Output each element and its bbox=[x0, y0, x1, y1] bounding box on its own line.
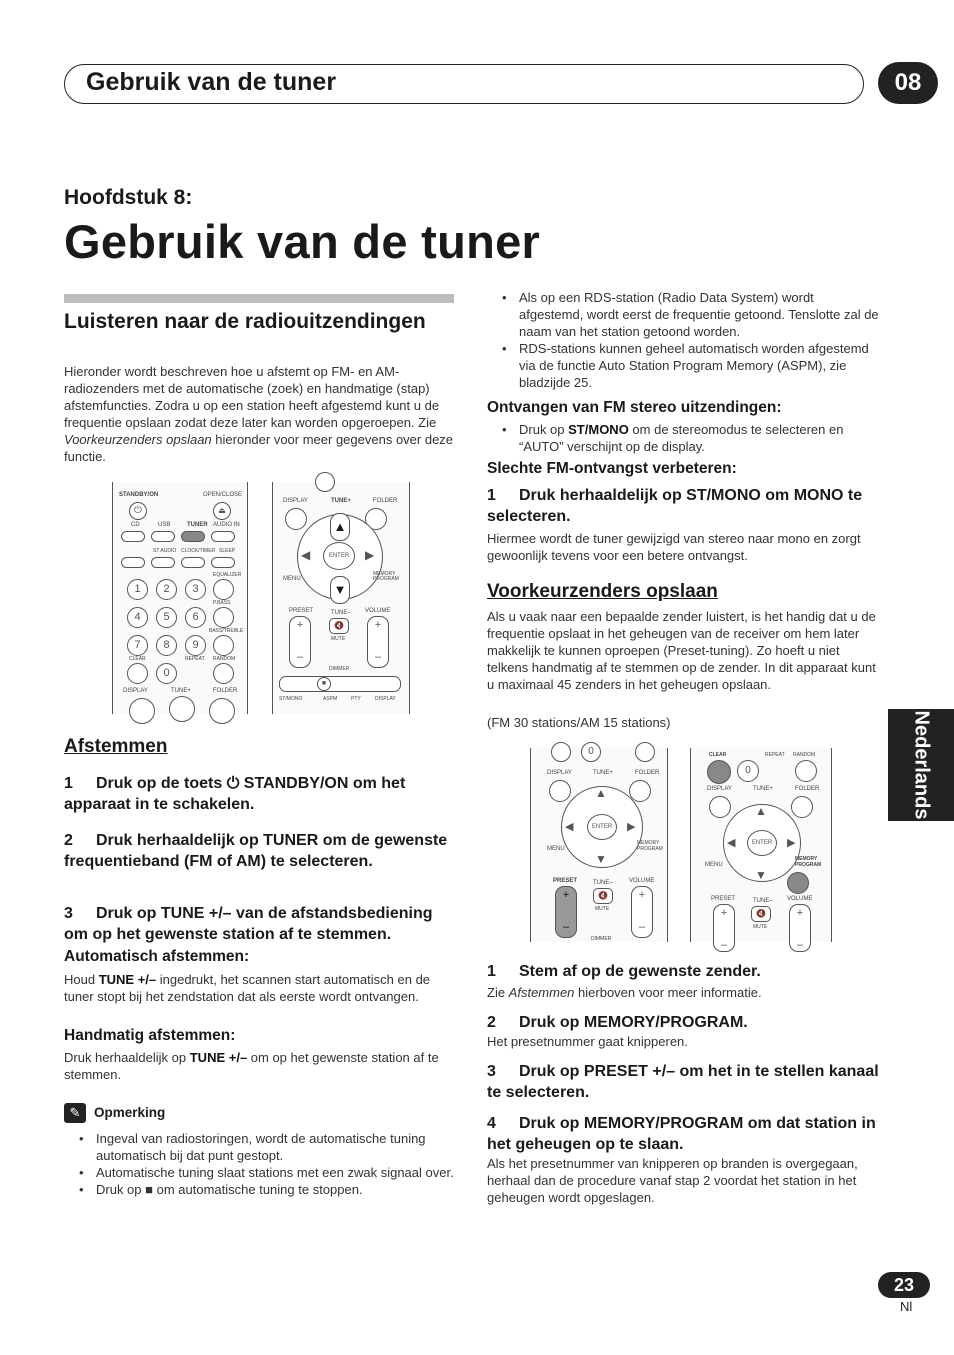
usb-button bbox=[151, 531, 175, 542]
remote-button bbox=[709, 796, 731, 818]
left-arrow-icon: ◀ bbox=[727, 837, 736, 849]
language-tab-label: Nederlands bbox=[910, 710, 933, 820]
section-bar bbox=[64, 294, 454, 303]
remote-illustration-left-b bbox=[272, 482, 410, 714]
chapter-number-badge: 08 bbox=[878, 62, 938, 104]
preset-step-1-text bbox=[487, 984, 879, 1001]
pencil-icon: ✎ bbox=[64, 1103, 86, 1123]
remote-label: MEMORY PROGRAM bbox=[637, 840, 663, 852]
remote-illustration-right-b bbox=[690, 748, 832, 951]
step-text: Druk herhaaldelijk op ST/MONO om MONO te selecteren. bbox=[487, 487, 863, 525]
right-arrow-icon: ▶ bbox=[787, 837, 796, 849]
remote-button bbox=[151, 557, 175, 568]
remote-label: MENU bbox=[705, 862, 723, 868]
volume-rocker: + – bbox=[631, 886, 653, 938]
remote-label: CLEAR bbox=[709, 752, 727, 758]
transport-bar bbox=[279, 676, 401, 692]
remote-label: MUTE bbox=[753, 924, 768, 930]
step-text: Druk op PRESET +/– om het in te stellen kanaal te selecteren. bbox=[487, 1063, 879, 1101]
remote-button bbox=[213, 663, 234, 684]
remote-label: DISPLAY bbox=[707, 786, 732, 792]
remote-illustration-right-a bbox=[530, 748, 668, 942]
step-text: Stem af op de gewenste zender. bbox=[519, 963, 761, 980]
fm-stereo-heading: Ontvangen van FM stereo uitzendingen: bbox=[487, 399, 782, 416]
preset-step-2-text: Het presetnummer gaat knipperen. bbox=[487, 1034, 688, 1049]
remote-label: PRESET bbox=[553, 878, 578, 884]
remote-label: FOLDER bbox=[635, 770, 660, 776]
tuner-button bbox=[181, 531, 205, 542]
remote-button bbox=[169, 696, 195, 722]
digit-button: 6 bbox=[185, 607, 206, 628]
remote-label: VOLUME bbox=[629, 878, 655, 884]
step-number: 2 bbox=[487, 1014, 496, 1031]
remote-label: MENU bbox=[547, 846, 565, 852]
tune-up-arrow-icon: ▲ bbox=[330, 513, 350, 541]
step-number: 2 bbox=[64, 832, 73, 849]
intro-text-a: Hieronder wordt beschreven hoe u afstemt op FM- en AM-radiozenders met de automatische (zoek) en handmatige (stap) afstemfuncties. Zodra u op een station heeft afgestemd kunt u de frequentie opslaan zodat deze later kan worden opgeroepen. Zie bbox=[64, 364, 440, 430]
improve-step bbox=[487, 485, 879, 527]
remote-label: CD bbox=[131, 522, 140, 528]
enter-button: ENTER bbox=[323, 542, 355, 570]
step-number: 4 bbox=[487, 1115, 496, 1132]
step-3 bbox=[64, 903, 456, 945]
enter-button: ENTER bbox=[587, 814, 617, 840]
remote-label: PTY bbox=[351, 696, 361, 702]
remote-label: RANDOM bbox=[213, 656, 236, 662]
digit-button: 0 bbox=[581, 742, 601, 762]
remote-label: TUNER bbox=[187, 522, 208, 528]
remote-button bbox=[129, 698, 155, 724]
digit-button: 1 bbox=[127, 579, 148, 600]
remote-button bbox=[127, 663, 148, 684]
text: Houd bbox=[64, 972, 99, 987]
remote-button bbox=[211, 557, 235, 568]
mute-icon: 🔇 bbox=[593, 888, 613, 904]
key-name: TUNE +/– bbox=[98, 972, 157, 987]
digit-button: 7 bbox=[127, 635, 148, 656]
step-text: STANDBY/ON om het apparaat in te schakelen. bbox=[64, 775, 406, 813]
step-number: 1 bbox=[487, 963, 496, 980]
remote-button bbox=[209, 698, 235, 724]
down-arrow-icon: ▼ bbox=[755, 868, 767, 882]
step-text: Druk op de toets bbox=[96, 775, 227, 792]
language-side-tab bbox=[888, 709, 954, 821]
remote-label: CLOCK/TIMER bbox=[181, 548, 216, 554]
digit-button: 5 bbox=[156, 607, 177, 628]
list-item bbox=[487, 421, 879, 455]
fm-improve-heading: Slechte FM-ontvangst verbeteren: bbox=[487, 460, 737, 477]
step-1 bbox=[64, 773, 456, 815]
remote-label: TUNE+ bbox=[171, 688, 191, 694]
list-item: • Automatische tuning slaat stations met een zwak signaal over. bbox=[64, 1164, 456, 1181]
remote-label: VOLUME bbox=[365, 608, 391, 614]
remote-label: USB bbox=[158, 522, 171, 528]
link-text: Afstemmen bbox=[508, 985, 575, 1000]
remote-label: RANDOM bbox=[793, 752, 816, 758]
auto-tuning-text bbox=[64, 971, 456, 1005]
text: Druk op bbox=[519, 422, 569, 437]
list-item bbox=[64, 1181, 456, 1198]
left-arrow-icon: ◀ bbox=[301, 548, 311, 562]
remote-label: TUNE– bbox=[753, 898, 773, 904]
remote-label: MEMORY PROGRAM bbox=[373, 571, 399, 582]
step-number: 1 bbox=[64, 775, 73, 792]
rds-bullets bbox=[487, 289, 879, 391]
power-icon: ⏻ bbox=[129, 502, 147, 520]
digit-button: 9 bbox=[185, 635, 206, 656]
remote-label: TUNE+ bbox=[753, 786, 773, 792]
remote-label: DIMMER bbox=[591, 936, 612, 942]
remote-label: CLEAR bbox=[129, 656, 146, 662]
list-item: • Als op een RDS-station (Radio Data System) wordt afgestemd, wordt eerst de frequentie getoond. Tenslotte zal de naam van het station getoond worden. bbox=[487, 289, 879, 340]
remote-button bbox=[285, 508, 307, 530]
step-number: 3 bbox=[487, 1063, 496, 1080]
volume-rocker: + – bbox=[367, 616, 389, 668]
remote-label: ASPM bbox=[323, 696, 338, 702]
text: Druk herhaaldelijk op bbox=[64, 1050, 190, 1065]
step-text: Druk op MEMORY/PROGRAM. bbox=[519, 1014, 748, 1031]
remote-label: BASS/TREBLE bbox=[209, 628, 244, 634]
step-number: 3 bbox=[64, 905, 73, 922]
power-icon: ⏻ bbox=[226, 775, 240, 792]
remote-label: MENU bbox=[283, 576, 301, 582]
preset-capacity: (FM 30 stations/AM 15 stations) bbox=[487, 715, 671, 730]
digit-button: 3 bbox=[185, 579, 206, 600]
remote-label: TUNE+ bbox=[331, 498, 351, 504]
afstemmen-heading: Afstemmen bbox=[64, 736, 168, 757]
text: hierboven voor meer informatie. bbox=[574, 985, 762, 1000]
remote-button bbox=[121, 557, 145, 568]
remote-button bbox=[315, 472, 335, 492]
mute-icon: 🔇 bbox=[329, 618, 349, 634]
remote-label: EQUALIZER bbox=[213, 572, 242, 578]
right-arrow-icon: ▶ bbox=[365, 548, 375, 562]
remote-label: REPEAT bbox=[765, 752, 785, 758]
remote-label: DISPLAY bbox=[547, 770, 572, 776]
remote-button bbox=[213, 579, 234, 600]
remote-label: MEMORY PROGRAM bbox=[795, 856, 822, 868]
digit-button: 2 bbox=[156, 579, 177, 600]
enter-button: ENTER bbox=[747, 830, 777, 856]
digit-button: 0 bbox=[156, 663, 177, 684]
up-arrow-icon: ▲ bbox=[595, 786, 607, 800]
mute-icon: 🔇 bbox=[751, 906, 771, 922]
note-list bbox=[64, 1130, 456, 1198]
remote-label: DISPLAY bbox=[375, 696, 396, 702]
text: om automatische tuning te stoppen. bbox=[153, 1182, 363, 1197]
header-title: Gebruik van de tuner bbox=[86, 68, 337, 96]
up-arrow-icon: ▲ bbox=[755, 804, 767, 818]
stop-icon: ■ bbox=[145, 1182, 153, 1197]
preset-step-1 bbox=[487, 961, 879, 982]
preset-step-2 bbox=[487, 1012, 879, 1033]
remote-label: REPEAT bbox=[185, 656, 205, 662]
remote-label: VOLUME bbox=[787, 896, 813, 902]
step-number: 1 bbox=[487, 487, 496, 504]
eject-icon: ⏏ bbox=[213, 502, 231, 520]
improve-text: Hiermee wordt de tuner gewijzigd van stereo naar mono en zorgt gewoonlijk tevens voor een betere ontvangst. bbox=[487, 531, 861, 563]
preset-heading: Voorkeurzenders opslaan bbox=[487, 581, 718, 602]
step-text: Druk herhaaldelijk op TUNER om de gewenste frequentieband (FM of AM) te selecteren. bbox=[64, 832, 448, 870]
manual-tuning-heading: Handmatig afstemmen: bbox=[64, 1027, 236, 1044]
note-title: Opmerking bbox=[94, 1105, 166, 1120]
preset-rocker: + – bbox=[713, 904, 735, 952]
remote-button bbox=[213, 607, 234, 628]
preset-rocker: + – bbox=[289, 616, 311, 668]
remote-label: MUTE bbox=[595, 906, 610, 912]
stop-icon: ■ bbox=[317, 677, 331, 691]
remote-label: PRESET bbox=[711, 896, 736, 902]
step-text: Druk op TUNE +/– van de afstandsbediening om op het gewenste station af te stemmen. bbox=[64, 905, 433, 943]
key-name: TUNE +/– bbox=[189, 1050, 248, 1065]
remote-label: TUNE– bbox=[593, 880, 613, 886]
chapter-title: Gebruik van de tuner bbox=[64, 215, 541, 268]
step-2 bbox=[64, 830, 456, 872]
remote-button bbox=[213, 635, 234, 656]
remote-label: SLEEP bbox=[219, 548, 236, 554]
remote-label: STANDBY/ON bbox=[119, 492, 159, 498]
memory-program-button bbox=[787, 872, 809, 894]
language-code: Nl bbox=[900, 1299, 913, 1314]
remote-label: FOLDER bbox=[795, 786, 820, 792]
remote-label: FOLDER bbox=[373, 498, 398, 504]
list-item: • Ingeval van radiostoringen, wordt de automatische tuning automatisch bij dat punt gestopt. bbox=[64, 1130, 456, 1164]
chapter-label: Hoofdstuk 8: bbox=[64, 186, 193, 209]
right-arrow-icon: ▶ bbox=[627, 821, 636, 833]
preset-step-3 bbox=[487, 1061, 879, 1103]
preset-step-4-text: Als het presetnummer van knipperen op branden is overgegaan, herhaal dan de procedure vanaf stap 2 voordat het station in het geheugen wordt opgeslagen. bbox=[487, 1156, 858, 1205]
text: om op het gewenste station af te stemmen. bbox=[64, 1050, 439, 1082]
down-arrow-icon: ▼ bbox=[595, 852, 607, 866]
volume-rocker: + – bbox=[789, 904, 811, 952]
text: om de stereomodus te selecteren en “AUTO” verschijnt op de display. bbox=[519, 422, 844, 454]
remote-label: AUDIO IN bbox=[213, 522, 240, 528]
remote-label: TUNE+ bbox=[593, 770, 613, 776]
preset-text: Als u vaak naar een bepaalde zender luistert, is het handig dat u de frequentie opslaat in het geheugen van de receiver om hem later makkelijk te kunnen oproepen (Preset-tuning). Zo hoeft u niet telkens handmatig af te stemmen op de zender. In dit apparaat kunt u maximaal 45 zenders in het geheugen opslaan. bbox=[487, 609, 876, 692]
cd-button bbox=[121, 531, 145, 542]
remote-label: P.BASS bbox=[213, 600, 231, 606]
remote-label: TUNE– bbox=[331, 610, 351, 616]
remote-label: OPEN/CLOSE bbox=[203, 492, 243, 498]
list-item: • RDS-stations kunnen geheel automatisch worden afgestemd via de functie Auto Station Program Memory (ASPM), zie bladzijde 25. bbox=[487, 340, 879, 391]
audio-in-button bbox=[211, 531, 235, 542]
intro-link-text: Voorkeurzenders opslaan bbox=[64, 432, 212, 447]
fm-stereo-list bbox=[487, 421, 879, 455]
preset-rocker: + – bbox=[555, 886, 577, 938]
clear-button bbox=[707, 760, 731, 784]
remote-illustration-left-a bbox=[112, 482, 248, 714]
page-number: 23 bbox=[878, 1272, 930, 1298]
text: ingedrukt, het scannen start automatisch en de tuner stopt bij het zendstation dat als eerste wordt ontvangen. bbox=[64, 972, 431, 1004]
text: Zie bbox=[487, 985, 509, 1000]
section-title: Luisteren naar de radiouitzendingen bbox=[64, 310, 426, 333]
remote-label: DIMMER bbox=[329, 666, 350, 672]
remote-label: DISPLAY bbox=[123, 688, 148, 694]
preset-step-4 bbox=[487, 1113, 879, 1155]
tune-down-arrow-icon: ▼ bbox=[330, 576, 350, 604]
remote-button bbox=[795, 760, 817, 782]
remote-label: ST/MONO bbox=[279, 696, 303, 702]
text: Druk op bbox=[96, 1182, 146, 1197]
step-text: Druk op MEMORY/PROGRAM om dat station in het geheugen op te slaan. bbox=[487, 1115, 876, 1153]
remote-label: PRESET bbox=[289, 608, 314, 614]
remote-button bbox=[791, 796, 813, 818]
digit-button: 0 bbox=[737, 760, 759, 782]
remote-button bbox=[181, 557, 205, 568]
intro-paragraph bbox=[64, 363, 456, 465]
digit-button: 4 bbox=[127, 607, 148, 628]
remote-label: FOLDER bbox=[213, 688, 238, 694]
intro-text-b: hieronder voor meer gegevens over deze functie. bbox=[64, 432, 454, 464]
remote-button bbox=[549, 780, 571, 802]
digit-button: 8 bbox=[156, 635, 177, 656]
key-name: ST/MONO bbox=[568, 422, 629, 437]
remote-label: ST AUDIO bbox=[153, 548, 177, 554]
remote-label: DISPLAY bbox=[283, 498, 308, 504]
manual-tuning-text bbox=[64, 1049, 456, 1083]
left-arrow-icon: ◀ bbox=[565, 821, 574, 833]
remote-button bbox=[551, 742, 571, 762]
auto-tuning-heading: Automatisch afstemmen: bbox=[64, 948, 250, 965]
remote-label: MUTE bbox=[331, 636, 346, 642]
remote-button bbox=[635, 742, 655, 762]
